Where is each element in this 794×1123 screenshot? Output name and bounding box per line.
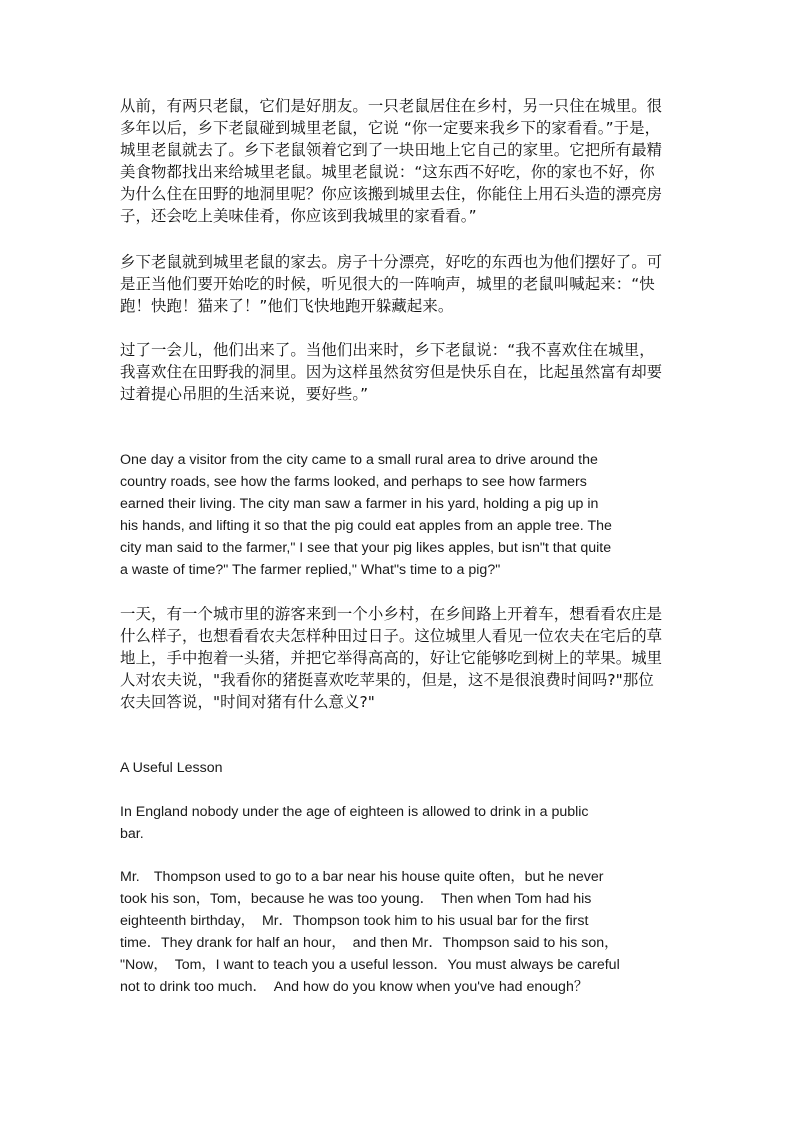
paragraph-line: 人对农夫说，"我看你的猪挺喜欢吃苹果的，但是，这不是很浪费时间吗?"那位 [120, 671, 654, 689]
paragraph-line: country roads, see how the farms looked, and perhaps to see how farmers [120, 474, 587, 490]
pig-story-chinese-paragraph [120, 603, 760, 713]
paragraph-line: 跑！快跑！猫来了！”他们飞快地跑开躲藏起来。 [120, 297, 454, 315]
paragraph-line: a waste of time?" The farmer replied," What"s time to a pig?" [120, 562, 501, 578]
paragraph-line: 我喜欢住在田野我的洞里。因为这样虽然贫穷但是快乐自在，比起虽然富有却要 [120, 363, 663, 381]
paragraph-line: 过了一会儿，他们出来了。当他们出来时，乡下老鼠说：“我不喜欢住在城里， [120, 341, 655, 359]
paragraph-line: In England nobody under the age of eighteen is allowed to drink in a public [120, 804, 589, 820]
paragraph-line: not to drink too much． And how do you know when you've had enough？ [120, 979, 589, 995]
paragraph-line: 从前，有两只老鼠，它们是好朋友。一只老鼠居住在乡村，另一只住在城里。很 [120, 97, 663, 115]
paragraph-line: Mr. Thompson used to go to a bar near his house quite often，but he never [120, 869, 604, 885]
paragraph-line: One day a visitor from the city came to a small rural area to drive around the [120, 452, 598, 468]
lesson-paragraph-2 [120, 866, 760, 998]
mouse-story-paragraph-1 [120, 95, 760, 227]
section-title-text: A Useful Lesson [120, 760, 223, 776]
paragraph-line: earned their living. The city man saw a farmer in his yard, holding a pig up in [120, 496, 599, 512]
paragraph-line: his hands, and lifting it so that the pig could eat apples from an apple tree. The [120, 518, 612, 534]
paragraph-line: eighteenth birthday， Mr．Thompson took him to his usual bar for the first [120, 913, 589, 929]
paragraph-line: 是正当他们要开始吃的时候，听见很大的一阵响声，城里的老鼠叫喊起来：“快 [120, 275, 655, 293]
paragraph-line: 多年以后，乡下老鼠碰到城里老鼠，它说 “你一定要来我乡下的家看看。”于是， [120, 119, 661, 137]
paragraph-line: 过着提心吊胆的生活来说，要好些。” [120, 385, 369, 403]
paragraph-line: 什么样子，也想看看农夫怎样种田过日子。这位城里人看见一位农夫在宅后的草 [120, 627, 663, 645]
paragraph-line: 城里老鼠就去了。乡下老鼠领着它到了一块田地上它自己的家里。它把所有最精 [120, 141, 663, 159]
paragraph-line: 农夫回答说，"时间对猪有什么意义?" [120, 693, 375, 711]
paragraph-line: 美食物都找出来给城里老鼠。城里老鼠说：“这东西不好吃，你的家也不好，你 [120, 163, 655, 181]
paragraph-line: city man said to the farmer," I see that your pig likes apples, but isn"t that quite [120, 540, 612, 556]
paragraph-line: 一天，有一个城市里的游客来到一个小乡村，在乡间路上开着车，想看看农庄是 [120, 605, 663, 623]
mouse-story-paragraph-3 [120, 339, 760, 405]
paragraph-line: took his son，Tom，because he was too young． Then when Tom had his [120, 891, 592, 907]
paragraph-line: 地上，手中抱着一头猪，并把它举得高高的，好让它能够吃到树上的苹果。城里 [120, 649, 663, 667]
section-title [120, 757, 760, 779]
pig-story-english-paragraph [120, 449, 760, 581]
paragraph-line: time．They drank for half an hour， and then Mr．Thompson said to his son， [120, 935, 619, 951]
mouse-story-paragraph-2 [120, 251, 760, 317]
lesson-paragraph-1 [120, 801, 760, 845]
paragraph-line: 子，还会吃上美味佳肴，你应该到我城里的家看看。” [120, 207, 477, 225]
paragraph-line: 为什么住在田野的地洞里呢？你应该搬到城里去住，你能住上用石头造的漂亮房 [120, 185, 663, 203]
paragraph-line: bar. [120, 826, 144, 842]
paragraph-line: 乡下老鼠就到城里老鼠的家去。房子十分漂亮，好吃的东西也为他们摆好了。可 [120, 253, 663, 271]
paragraph-line: "Now， Tom，I want to teach you a useful lesson．You must always be careful [120, 957, 620, 973]
